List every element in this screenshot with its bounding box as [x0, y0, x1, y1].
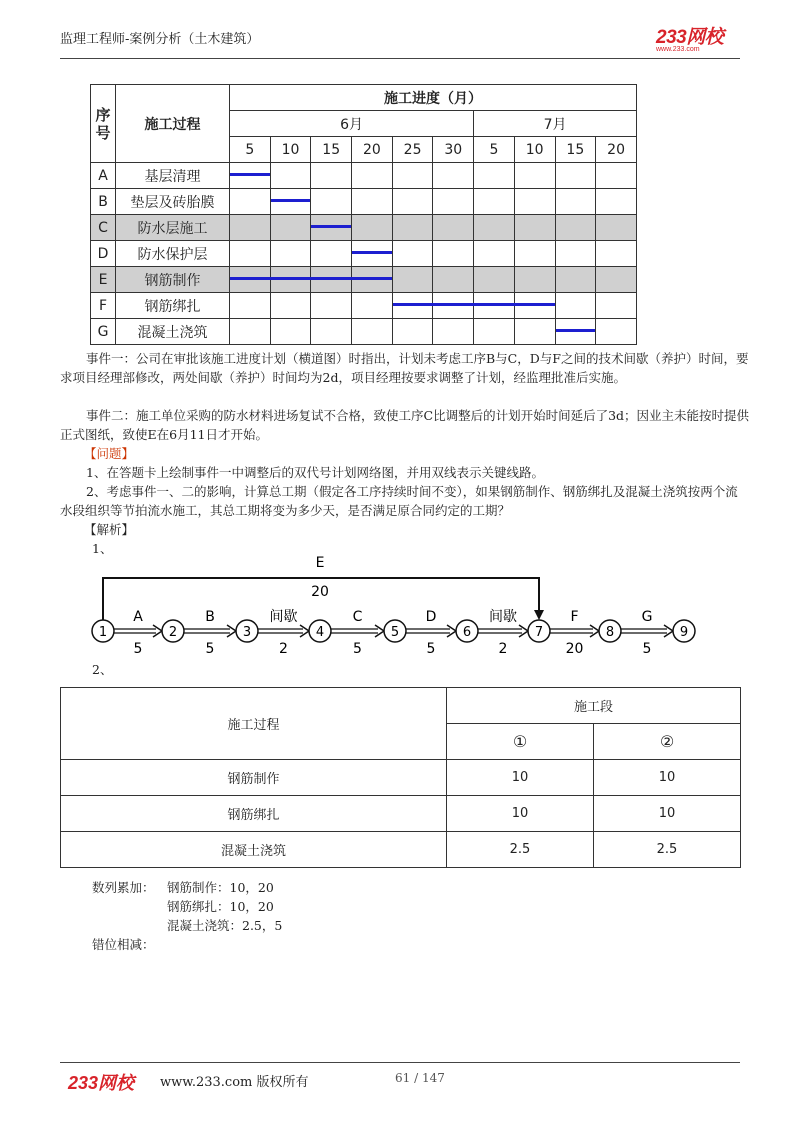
gantt-cell — [311, 241, 352, 267]
page-footer — [60, 1062, 740, 1093]
gantt-row — [91, 215, 637, 241]
gantt-cell — [555, 241, 596, 267]
activity-duration: 2 — [279, 641, 288, 657]
gantt-cell — [392, 163, 433, 189]
flow-row-name: 钢筋绑扎 — [61, 796, 447, 832]
gantt-day-header: 10 — [270, 137, 311, 163]
gantt-day-header: 10 — [514, 137, 555, 163]
gantt-cell — [392, 189, 433, 215]
flow-cell: 10 — [447, 796, 594, 832]
gantt-cell — [514, 267, 555, 293]
gantt-cell — [596, 189, 637, 215]
gantt-cell — [270, 189, 311, 215]
gantt-cell — [392, 215, 433, 241]
gantt-cell — [474, 241, 515, 267]
network-node — [236, 620, 258, 642]
flow-cell: 2.5 — [447, 832, 594, 868]
gantt-day-header: 25 — [392, 137, 433, 163]
activity-duration: 2 — [498, 641, 508, 657]
activity-label: 间歇 — [489, 609, 517, 625]
gantt-cell — [474, 163, 515, 189]
gantt-cell — [392, 319, 433, 345]
node-label: 3 — [242, 625, 252, 640]
gantt-row-id: E — [91, 267, 116, 293]
gantt-cell — [270, 241, 311, 267]
network-node — [599, 620, 621, 642]
gantt-cell — [514, 319, 555, 345]
gantt-month-july: 7月 — [474, 111, 637, 137]
flow-segment-2: ② — [594, 724, 741, 760]
gantt-cell — [514, 163, 555, 189]
flow-row-name: 钢筋制作 — [61, 760, 447, 796]
activity-label: A — [133, 609, 143, 625]
gantt-bar — [230, 277, 392, 280]
network-diagram — [80, 545, 720, 665]
gantt-bar — [393, 303, 555, 306]
node-label: 8 — [605, 625, 615, 640]
gantt-cell — [230, 163, 271, 189]
footer-logo: 233网校 — [68, 1073, 135, 1093]
gantt-cell — [596, 163, 637, 189]
gantt-cell — [352, 189, 393, 215]
network-node — [92, 620, 114, 642]
activity-label: G — [641, 609, 653, 625]
network-node — [673, 620, 695, 642]
gantt-cell — [596, 319, 637, 345]
header-title: 监理工程师-案例分析（土木建筑） — [60, 32, 260, 47]
gantt-day-header: 30 — [433, 137, 474, 163]
node-label: 2 — [168, 625, 178, 640]
gantt-bar — [311, 225, 351, 228]
gantt-row — [91, 241, 637, 267]
gantt-cell — [311, 189, 352, 215]
activity-duration: 5 — [133, 641, 143, 657]
gantt-cell — [555, 267, 596, 293]
gantt-row-name: 垫层及砖胎膜 — [116, 189, 230, 215]
gantt-bar — [352, 251, 392, 254]
gantt-row-id: A — [91, 163, 116, 189]
accumulation-line: 混凝土浇筑：2.5，5 — [167, 918, 283, 933]
activity-arrow — [550, 625, 599, 637]
activity-arrow — [114, 625, 162, 637]
node-label: 9 — [679, 625, 689, 640]
node-label: 5 — [390, 625, 400, 640]
activity-duration: 5 — [426, 641, 436, 657]
node-label: 7 — [534, 625, 544, 640]
gantt-day-header: 15 — [311, 137, 352, 163]
gantt-cell — [555, 189, 596, 215]
gantt-row — [91, 293, 637, 319]
gantt-cell — [230, 267, 271, 293]
gantt-cell — [311, 319, 352, 345]
activity-arrow — [478, 625, 528, 637]
gantt-cell — [230, 215, 271, 241]
gantt-cell — [474, 189, 515, 215]
activity-label: F — [570, 609, 579, 625]
gantt-row-name: 混凝土浇筑 — [116, 319, 230, 345]
question-two: 2、考虑事件一、二的影响，计算总工期（假定各工序持续时间不变），如果钢筋制作、钢筋绑扎及混凝土浇筑按两个流水段组织等节拍流水施工，其总工期将变为多少天，是否满足原合同约定的工期？ — [60, 484, 738, 518]
gantt-row-id: G — [91, 319, 116, 345]
gantt-cell — [311, 215, 352, 241]
gantt-cell — [514, 241, 555, 267]
page-number: 61 / 147 — [395, 1071, 445, 1085]
gantt-cell — [352, 215, 393, 241]
gantt-cell — [311, 293, 352, 319]
flow-header-segment: 施工段 — [447, 688, 741, 724]
gantt-row-name: 钢筋绑扎 — [116, 293, 230, 319]
logo-text: 233网校 — [656, 27, 724, 48]
gantt-cell — [270, 215, 311, 241]
footer-site: www.233.com 版权所有 — [160, 1075, 309, 1090]
gantt-cell — [474, 267, 515, 293]
flow-table — [60, 687, 741, 868]
offset-title: 错位相减： — [92, 937, 155, 952]
accumulation-line: 钢筋绑扎：10，20 — [167, 899, 274, 914]
flow-row-name: 混凝土浇筑 — [61, 832, 447, 868]
gantt-header-seq: 序号 — [91, 85, 116, 163]
gantt-table — [90, 84, 637, 345]
gantt-cell — [433, 215, 474, 241]
gantt-cell — [230, 241, 271, 267]
gantt-cell — [392, 267, 433, 293]
network-node — [309, 620, 331, 642]
flow-cell: 10 — [447, 760, 594, 796]
network-node — [528, 620, 550, 642]
gantt-row — [91, 319, 637, 345]
gantt-row — [91, 267, 637, 293]
gantt-cell — [270, 163, 311, 189]
accumulation-title: 数列累加： — [92, 880, 155, 895]
gantt-row-id: C — [91, 215, 116, 241]
gantt-cell — [352, 163, 393, 189]
gantt-cell — [514, 215, 555, 241]
network-node — [384, 620, 406, 642]
gantt-row-name: 防水层施工 — [116, 215, 230, 241]
accumulation-line: 钢筋制作：10，20 — [167, 880, 274, 895]
gantt-cell — [555, 215, 596, 241]
network-node — [456, 620, 478, 642]
network-node — [162, 620, 184, 642]
flow-cell: 10 — [594, 796, 741, 832]
gantt-cell — [433, 241, 474, 267]
gantt-header-schedule: 施工进度（月） — [230, 85, 637, 111]
flow-segment-1: ① — [447, 724, 594, 760]
gantt-month-june: 6月 — [230, 111, 474, 137]
gantt-header-process: 施工过程 — [116, 85, 230, 163]
page-header — [60, 18, 740, 59]
activity-e-duration: 20 — [311, 584, 329, 600]
gantt-cell — [555, 293, 596, 319]
activity-arrow — [184, 625, 236, 637]
gantt-row-name: 钢筋制作 — [116, 267, 230, 293]
gantt-row-name: 基层清理 — [116, 163, 230, 189]
gantt-cell — [555, 163, 596, 189]
activity-label: B — [205, 609, 215, 625]
node-label: 6 — [462, 625, 472, 640]
gantt-cell — [230, 293, 271, 319]
gantt-row-id: B — [91, 189, 116, 215]
answer-one-label: 1、 — [92, 541, 113, 556]
activity-arrow — [621, 625, 673, 637]
gantt-day-header: 15 — [555, 137, 596, 163]
question-one: 1、在答题卡上绘制事件一中调整后的双代号计划网络图，并用双线表示关键线路。 — [86, 465, 544, 480]
flow-cell: 10 — [594, 760, 741, 796]
gantt-cell — [474, 215, 515, 241]
activity-label: 间歇 — [269, 609, 298, 625]
gantt-row-id: F — [91, 293, 116, 319]
activity-e-label: E — [315, 555, 325, 571]
gantt-bar — [230, 173, 270, 176]
gantt-cell — [352, 241, 393, 267]
activity-duration: 5 — [205, 641, 215, 657]
flow-header-process: 施工过程 — [61, 688, 447, 760]
gantt-bar — [556, 329, 596, 332]
question-title: 【问题】 — [84, 446, 135, 461]
gantt-cell — [596, 267, 637, 293]
gantt-cell — [433, 267, 474, 293]
activity-arrow — [406, 625, 456, 637]
activity-label: D — [425, 609, 437, 625]
activity-arrow — [258, 625, 309, 637]
gantt-cell — [596, 215, 637, 241]
activity-label: C — [352, 609, 363, 625]
brand-logo — [656, 22, 740, 52]
event-one: 事件一：公司在审批该施工进度计划（横道图）时指出，计划未考虑工序B与C，D与F之间的技术间歇（养护）时间，要求项目经理部修改，两处间歇（养护）时间均为2d，项目经理按要求调整了计划，经监理批准后实施。 — [60, 351, 749, 385]
logo-url: www.233.com — [656, 46, 700, 53]
gantt-cell — [433, 189, 474, 215]
gantt-cell — [596, 241, 637, 267]
flow-cell: 2.5 — [594, 832, 741, 868]
gantt-day-header: 20 — [352, 137, 393, 163]
analysis-title: 【解析】 — [84, 522, 135, 537]
gantt-cell — [392, 241, 433, 267]
gantt-cell — [392, 293, 433, 319]
gantt-cell — [352, 319, 393, 345]
activity-duration: 5 — [642, 641, 652, 657]
activity-duration: 20 — [565, 641, 584, 657]
gantt-cell — [230, 319, 271, 345]
gantt-cell — [596, 293, 637, 319]
node-label: 4 — [315, 625, 325, 640]
gantt-row-name: 防水保护层 — [116, 241, 230, 267]
gantt-cell — [270, 293, 311, 319]
gantt-row-id: D — [91, 241, 116, 267]
gantt-cell — [514, 189, 555, 215]
node-label: 1 — [98, 625, 108, 640]
gantt-cell — [352, 293, 393, 319]
activity-arrow — [331, 625, 384, 637]
gantt-cell — [474, 319, 515, 345]
gantt-cell — [311, 163, 352, 189]
event-two: 事件二：施工单位采购的防水材料进场复试不合格，致使工序C比调整后的计划开始时间延后了3d；因业主未能按时提供正式图纸，致使E在6月11日才开始。 — [60, 408, 750, 442]
answer-two-label: 2、 — [92, 662, 113, 677]
gantt-cell — [433, 163, 474, 189]
gantt-day-header: 5 — [474, 137, 515, 163]
gantt-bar — [271, 199, 311, 202]
gantt-cell — [555, 319, 596, 345]
gantt-cell — [230, 189, 271, 215]
gantt-day-header: 20 — [596, 137, 637, 163]
gantt-row — [91, 163, 637, 189]
gantt-cell — [270, 319, 311, 345]
gantt-day-header: 5 — [230, 137, 271, 163]
gantt-row — [91, 189, 637, 215]
activity-duration: 5 — [353, 641, 362, 657]
gantt-cell — [433, 319, 474, 345]
